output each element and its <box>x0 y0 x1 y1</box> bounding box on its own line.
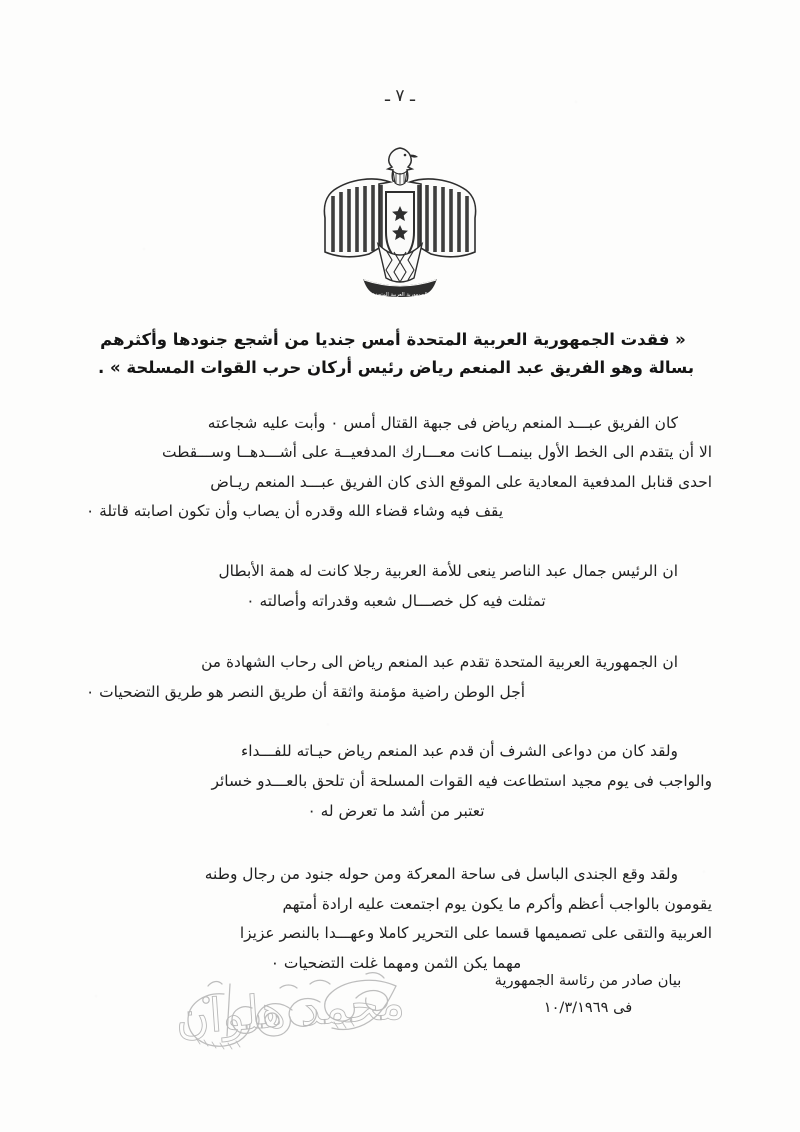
paragraph-5-line-2: يقومون بالواجب أعظم وأكرم ما يكون يوم اجتمعت عليه ارادة أمتهم <box>282 894 712 913</box>
paragraph-1-line-2: الا أن يتقدم الى الخط الأول بينمــا كانت معـــارك المدفعيــة على أشـــدهــا وســـقطت <box>162 443 712 462</box>
headline-line-1: « فقدت الجمهورية العربية المتحدة أمس جنديا من أشجع جنودها وأكثرهم <box>100 330 686 349</box>
paragraph-2 <box>80 557 712 616</box>
document-body <box>80 326 712 994</box>
paragraph-4 <box>80 737 712 826</box>
paragraph-spacer-3 <box>80 723 712 737</box>
paragraph-5-line-3: العربية والتقى على تصميمها قسما على التحرير كاملا وعهـــدا بالنصر عزيزا <box>239 924 712 943</box>
document-footer <box>468 968 708 1022</box>
paragraph-spacer-1 <box>80 543 712 557</box>
paragraph-2-line-1: ان الرئيس جمال عبد الناصر ينعى للأمة العربية رجلا كانت له همة الأبطال <box>218 562 678 581</box>
paragraph-4-line-1: ولقد كان من دواعى الشرف أن قدم عبد المنعم رياض حيـاته للفـــداء <box>240 742 678 761</box>
paragraph-4-line-2: والواجب فى يوم مجيد استطاعت فيه القوات المسلحة أن تلحق بالعـــدو خسائر <box>211 771 712 790</box>
paragraph-spacer-2 <box>80 632 712 648</box>
page-number: ـ ٧ ـ <box>385 86 415 106</box>
paragraph-4-line-3: تعتبر من أشد ما تعرض له ٠ <box>307 801 485 820</box>
emblem-banner-text: الجمهورية العربية المتحدة <box>372 292 428 298</box>
headline-line-2: بسالة وهو الفريق عبد المنعم رياض رئيس أركان حرب القوات المسلحة » . <box>97 358 695 378</box>
paragraph-spacer-4 <box>80 842 712 860</box>
paragraph-1 <box>80 409 712 527</box>
paragraph-1-line-1: كان الفريق عبـــد المنعم رياض فى جبهة القتال أمس ٠ وأبت عليه شجاعته <box>207 413 678 432</box>
paragraph-3-line-1: ان الجمهورية العربية المتحدة تقدم عبد المنعم رياض الى رحاب الشهادة من <box>201 653 678 672</box>
paragraph-1-line-3: احدى قنابل المدفعية المعادية على الموقع الذى كان الفريق عبـــد المنعم ريـاض <box>210 472 712 491</box>
statement-headline <box>80 326 712 383</box>
eagle-of-saladin-emblem <box>316 140 484 300</box>
paragraph-3 <box>80 648 712 707</box>
paragraph-2-line-2: تمثلت فيه كل خصـــال شعبه وقدراته وأصالته ٠ <box>246 591 546 610</box>
paragraph-3-line-2: أجل الوطن راضية مؤمنة واثقة أن طريق النصر هو طريق التضحيات ٠ <box>86 682 525 701</box>
paragraph-5-line-1: ولقد وقع الجندى الباسل فى ساحة المعركة ومن حوله جنود من رجال وطنه <box>204 865 678 884</box>
signature-text: محمد هلوان <box>173 975 407 1045</box>
paragraph-1-line-4: يقف فيه وشاء قضاء الله وقدره أن يصاب وأن تكون اصابته قاتلة ٠ <box>86 502 504 521</box>
calligraphic-signature <box>160 958 420 1062</box>
paragraph-5-line-4: مهما يكن الثمن ومهما غلت التضحيات ٠ <box>270 953 522 972</box>
issuing-authority: بيان صادر من رئاسة الجمهورية <box>494 972 682 989</box>
issue-date: فى ١٠/٣/١٩٦٩ <box>543 998 633 1016</box>
